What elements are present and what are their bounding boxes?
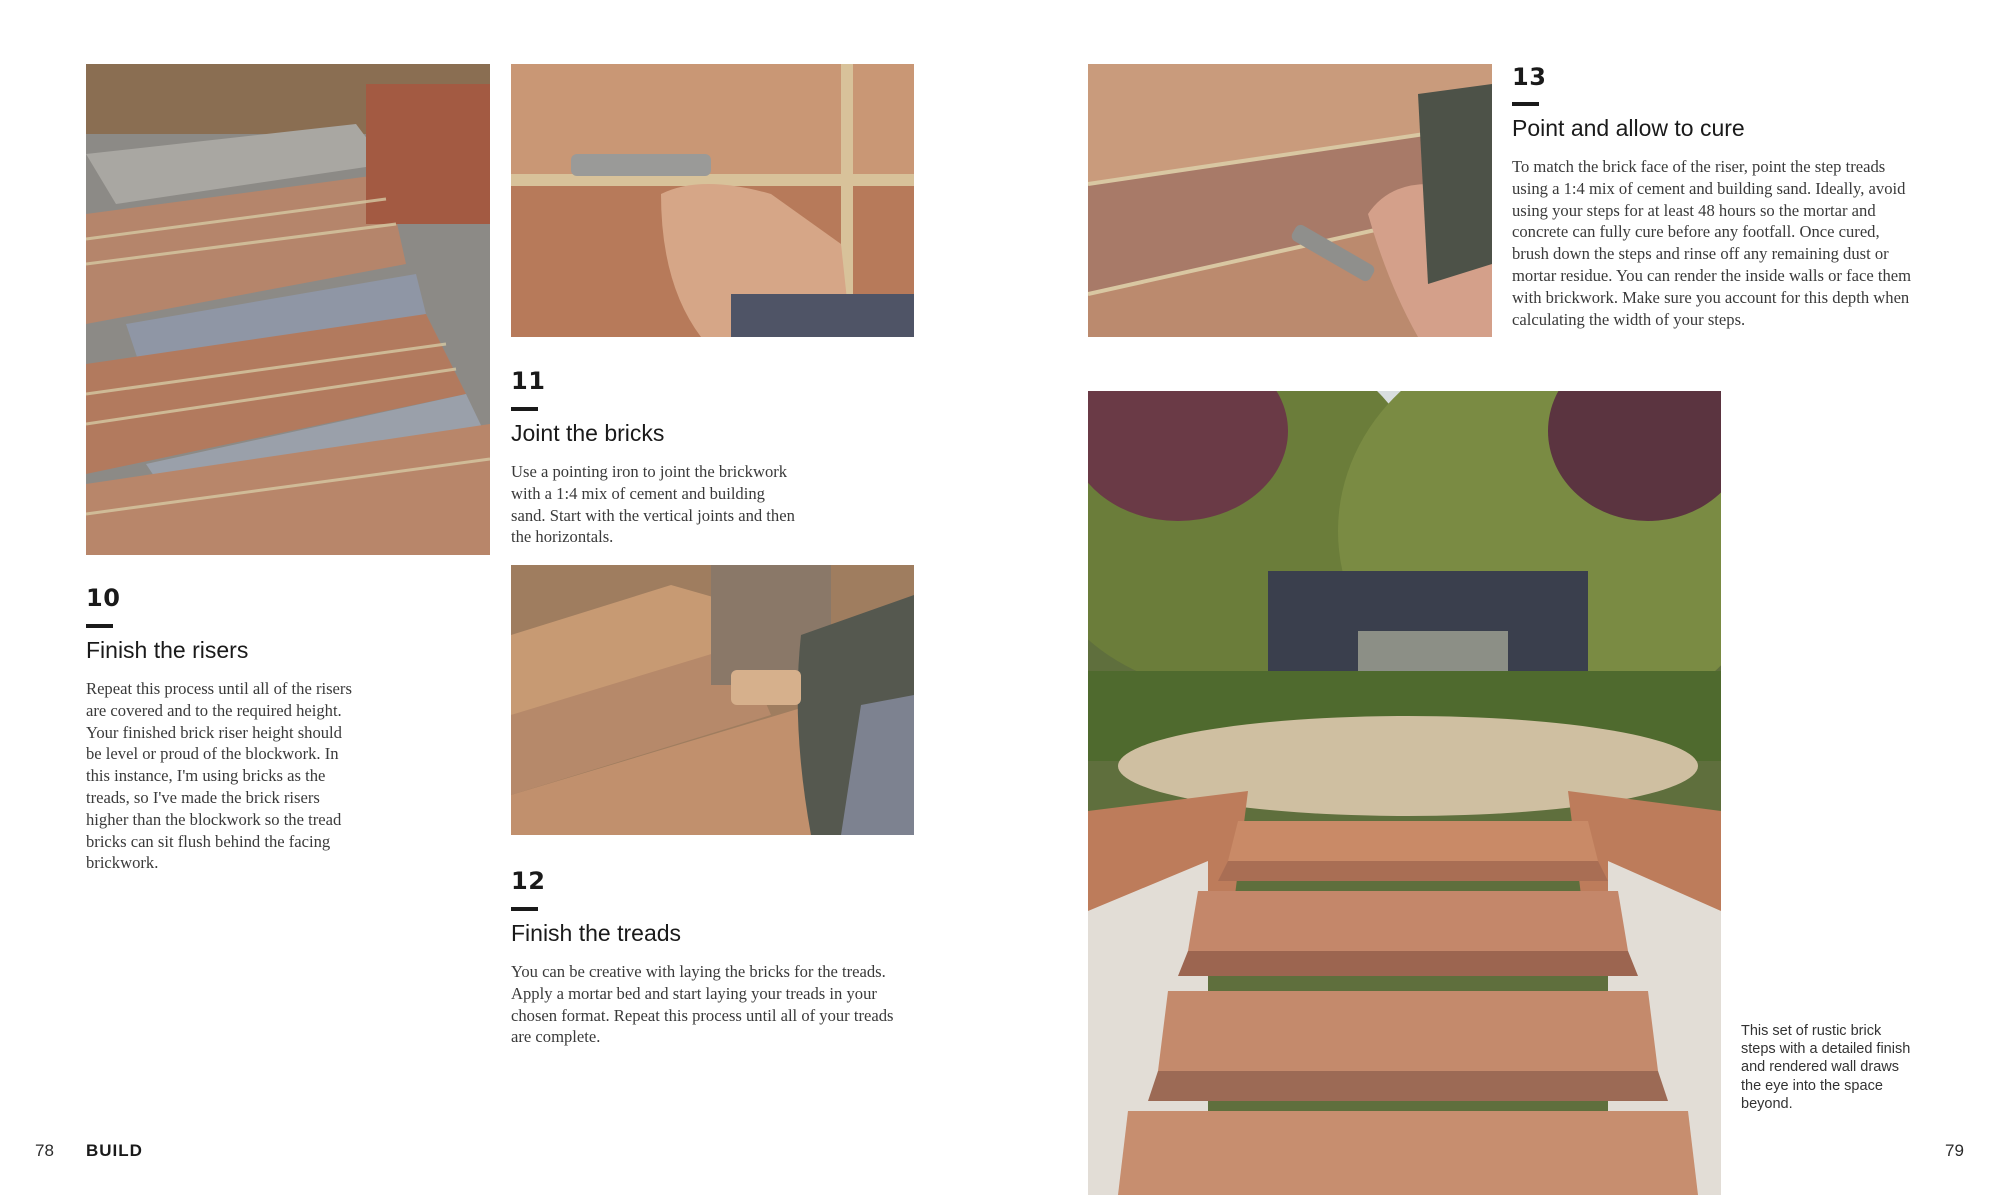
step-13-rule: [1512, 102, 1539, 106]
photo-brick-risers: [86, 64, 490, 555]
step-11-number: 11: [511, 367, 546, 395]
step-12-title: Finish the treads: [511, 920, 682, 946]
photo-jointing-bricks: [511, 64, 914, 337]
step-10-title: Finish the risers: [86, 637, 249, 663]
photo-laying-treads: [511, 565, 914, 835]
step-13-title: Point and allow to cure: [1512, 115, 1745, 141]
step-10-number: 10: [86, 584, 121, 612]
step-12-number: 12: [511, 867, 546, 895]
step-12-rule: [511, 907, 538, 911]
photo-caption: This set of rustic brick steps with a detailed finish and rendered wall draws the eye into the space beyond.: [1741, 1023, 1911, 1112]
step-12-text: You can be creative with laying the bricks for the treads. Apply a mortar bed and start laying your treads in your chosen format. Repeat this process until all of your treads are complete.: [511, 962, 894, 1047]
section-title: BUILD: [86, 1141, 143, 1160]
step-10-text: Repeat this process until all of the risers are covered and to the required height. Your finished brick riser height should be level or proud of the blockwork. In this instance, I'm using bricks as the treads, so I've made the brick risers higher than the blockwork so the tread bricks can sit flush behind the facing brickwork.: [86, 679, 352, 873]
step-13-number: 13: [1512, 63, 1547, 91]
step-11-title: Joint the bricks: [511, 420, 665, 446]
left-page-number: 78: [35, 1141, 54, 1160]
step-11-text: Use a pointing iron to joint the brickwork with a 1:4 mix of cement and building sand. Start with the vertical joints and then the horizontals.: [511, 462, 795, 547]
photo-pointing-treads: [1088, 64, 1492, 337]
photo-finished-garden-steps: [1088, 391, 1721, 1195]
step-11-rule: [511, 407, 538, 411]
step-13-text: To match the brick face of the riser, point the step treads using a 1:4 mix of cement and building sand. Ideally, avoid using your steps for at least 48 hours so the mortar and concrete can fully cure before any footfall. Once cured, brush down the steps and rinse off any remaining dust or mortar residue. You can render the inside walls or face them with brickwork. Make sure you account for this depth when calculating the width of your steps.: [1512, 157, 1912, 329]
step-10-rule: [86, 624, 113, 628]
right-page-number: 79: [1945, 1141, 1964, 1160]
